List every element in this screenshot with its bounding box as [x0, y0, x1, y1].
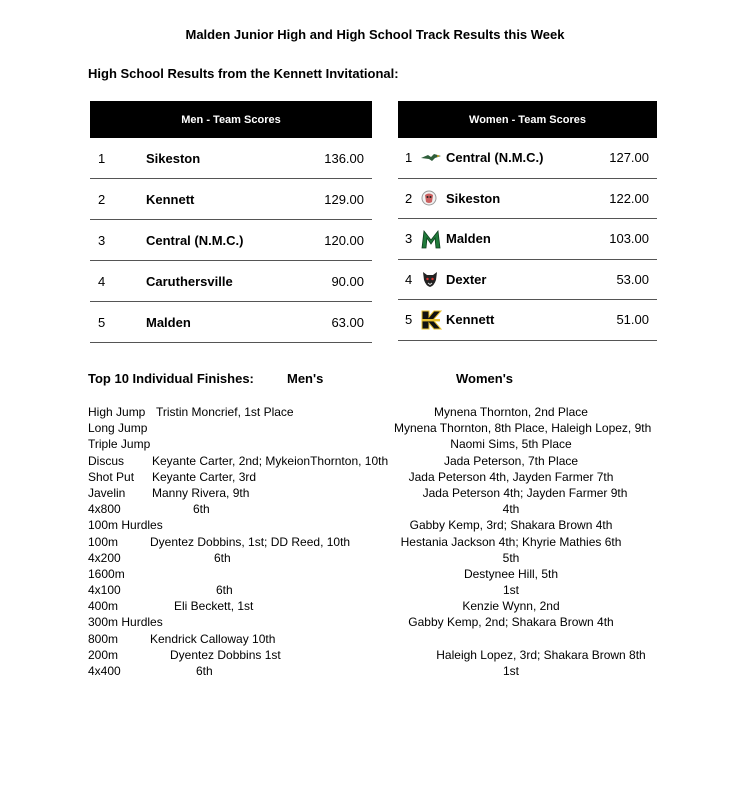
- rank: 1: [98, 150, 106, 166]
- mens-result: 6th: [193, 502, 210, 517]
- list-item: [88, 501, 708, 517]
- womens-result: Naomi Sims, 5th Place: [450, 437, 572, 452]
- mens-result: 6th: [214, 550, 231, 565]
- team-score: 103.00: [609, 231, 649, 247]
- team-score: 122.00: [609, 190, 649, 206]
- mens-result: 6th: [216, 583, 233, 598]
- list-item: [88, 420, 708, 436]
- mens-result: 6th: [196, 664, 213, 678]
- mens-column-heading: Men's: [287, 371, 324, 386]
- team-name: Central (N.M.C.): [146, 232, 244, 248]
- table-row: [90, 220, 372, 261]
- table-row: [398, 260, 657, 301]
- mens-result: Dyentez Dobbins, 1st; DD Reed, 10th: [150, 534, 351, 549]
- team-score: 136.00: [324, 150, 364, 166]
- event-name: 800m: [88, 631, 119, 646]
- list-item: [88, 614, 708, 630]
- list-item: [88, 436, 708, 452]
- womens-column-heading: Women's: [456, 371, 514, 386]
- mens-result: Dyentez Dobbins 1st: [170, 647, 281, 662]
- event-name: 4x100: [88, 583, 121, 598]
- kennett-k-logo-icon: [420, 309, 446, 331]
- table-row: [398, 179, 657, 220]
- table-row: [90, 138, 372, 179]
- list-item: [88, 485, 708, 501]
- mens-result: Manny Rivera, 9th: [152, 485, 250, 500]
- list-item: [88, 550, 708, 566]
- womens-result: Mynena Thornton, 2nd Place: [434, 405, 588, 419]
- womens-result: Haleigh Lopez, 3rd; Shakara Brown 8th: [436, 647, 646, 662]
- team-score: 127.00: [609, 150, 649, 166]
- womens-result: 1st: [502, 583, 519, 598]
- mens-result: Keyante Carter, 2nd; MykeionThornton, 10th: [152, 453, 389, 468]
- women-team-scores-table: [398, 101, 657, 341]
- rank: 5: [405, 312, 413, 328]
- team-name: Sikeston: [446, 190, 501, 206]
- event-name: Shot Put: [88, 469, 135, 484]
- event-name: 200m: [88, 647, 119, 662]
- malden-m-logo-icon: [420, 228, 446, 250]
- list-item: [88, 404, 708, 420]
- table-row: [90, 302, 372, 343]
- womens-result: Jada Peterson, 7th Place: [443, 453, 579, 468]
- rank: 4: [98, 273, 106, 289]
- mens-result: Kendrick Calloway 10th: [150, 631, 276, 646]
- rank: 3: [98, 232, 106, 248]
- team-name: Malden: [146, 314, 191, 330]
- team-name: Malden: [446, 231, 491, 247]
- table-row: [90, 261, 372, 302]
- event-name: 100m Hurdles: [88, 518, 163, 533]
- womens-result: Destynee Hill, 5th: [463, 566, 559, 581]
- section-subtitle: High School Results from the Kennett Invitational:: [88, 66, 399, 81]
- event-name: Triple Jump: [88, 437, 151, 452]
- list-item: [88, 582, 708, 598]
- event-name: Long Jump: [88, 421, 148, 436]
- womens-result: 5th: [502, 550, 520, 565]
- event-name: 300m Hurdles: [88, 615, 163, 630]
- event-name: Discus: [88, 453, 125, 468]
- team-score: 51.00: [616, 312, 649, 328]
- event-name: 4x800: [88, 502, 121, 517]
- list-item: [88, 631, 708, 647]
- list-item: [88, 647, 708, 663]
- page-title: Malden Junior High and High School Track Results this Week: [185, 27, 565, 42]
- list-item: [88, 663, 708, 679]
- bulldog-logo-icon: [420, 189, 446, 207]
- team-name: Caruthersville: [146, 273, 233, 289]
- women-table-header: Women - Team Scores: [398, 101, 657, 138]
- team-score: 63.00: [331, 314, 364, 330]
- event-name: 100m: [88, 534, 119, 549]
- mens-result: Keyante Carter, 3rd: [152, 469, 257, 484]
- individual-heading: Top 10 Individual Finishes:: [88, 371, 254, 386]
- team-score: 53.00: [616, 271, 649, 287]
- list-item: [88, 517, 708, 533]
- team-name: Sikeston: [146, 150, 201, 166]
- list-item: [88, 453, 708, 469]
- womens-result: Gabby Kemp, 3rd; Shakara Brown 4th: [409, 518, 613, 533]
- womens-result: 1st: [502, 664, 519, 678]
- event-name: 400m: [88, 599, 119, 614]
- womens-result: Hestania Jackson 4th; Khyrie Mathies 6th: [400, 534, 622, 549]
- list-item: [88, 566, 708, 582]
- event-name: 4x400: [88, 664, 121, 678]
- men-table-header: Men - Team Scores: [90, 101, 372, 138]
- rank: 5: [98, 314, 106, 330]
- event-name: 1600m: [88, 566, 125, 581]
- event-name: High Jump: [88, 405, 146, 419]
- womens-result: Jada Peterson 4th, Jayden Farmer 7th: [408, 469, 614, 484]
- rank: 4: [405, 271, 413, 287]
- mens-result: Eli Beckett, 1st: [174, 599, 254, 614]
- team-name: Dexter: [446, 271, 487, 287]
- list-item: [88, 598, 708, 614]
- table-row: [398, 219, 657, 260]
- team-name: Central (N.M.C.): [446, 150, 544, 166]
- womens-result: Jada Peterson 4th; Jayden Farmer 9th: [422, 485, 628, 500]
- womens-result: Kenzie Wynn, 2nd: [462, 599, 560, 614]
- womens-result: Gabby Kemp, 2nd; Shakara Brown 4th: [408, 615, 614, 630]
- team-score: 90.00: [331, 273, 364, 289]
- team-score: 129.00: [324, 191, 364, 207]
- rank: 2: [98, 191, 106, 207]
- eagle-logo-icon: [420, 152, 446, 164]
- list-item: [88, 469, 708, 485]
- rank: 2: [405, 190, 413, 206]
- event-name: Javelin: [88, 485, 126, 500]
- table-row: [398, 138, 657, 179]
- team-score: 120.00: [324, 232, 364, 248]
- womens-result: Mynena Thornton, 8th Place, Haleigh Lopez, 9th: [394, 421, 652, 436]
- table-row: [398, 300, 657, 341]
- table-row: [90, 179, 372, 220]
- rank: 1: [405, 150, 413, 166]
- rank: 3: [405, 231, 413, 247]
- team-name: Kennett: [446, 312, 495, 328]
- list-item: [88, 534, 708, 550]
- men-team-scores-table: [90, 101, 372, 343]
- bearcat-logo-icon: [420, 269, 446, 289]
- mens-result: Tristin Moncrief, 1st Place: [156, 405, 294, 419]
- womens-result: 4th: [502, 502, 520, 517]
- individual-results-list: [88, 404, 708, 679]
- event-name: 4x200: [88, 550, 121, 565]
- team-name: Kennett: [146, 191, 195, 207]
